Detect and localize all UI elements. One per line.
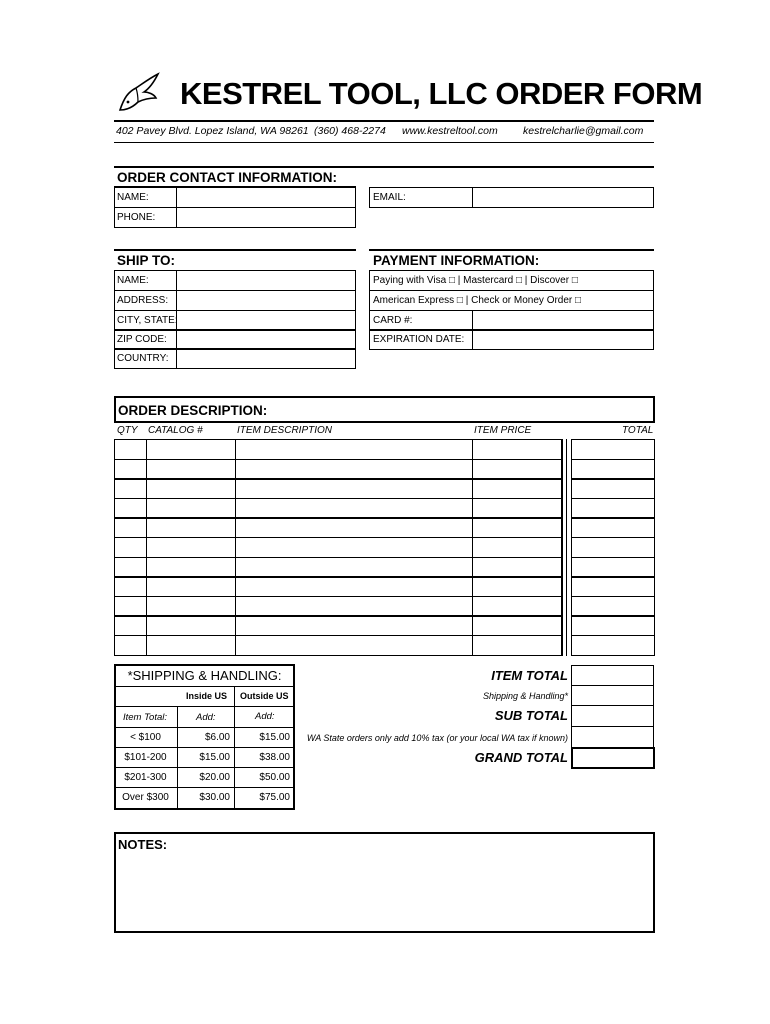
shipping-row-1-inside: $6.00 bbox=[204, 732, 230, 743]
contact-name-field[interactable] bbox=[176, 187, 356, 208]
order-row-2-total-cell[interactable] bbox=[571, 459, 655, 480]
order-row-5-description-cell[interactable] bbox=[235, 517, 473, 538]
header-rule-top bbox=[114, 120, 654, 122]
order-row-11-item-price-cell[interactable] bbox=[472, 635, 562, 656]
order-row-8-qty-cell[interactable] bbox=[114, 576, 147, 597]
shipping-row-3-inside: $20.00 bbox=[199, 772, 230, 783]
sub-total-field[interactable] bbox=[571, 705, 654, 727]
order-row-7-total-cell[interactable] bbox=[571, 557, 655, 578]
contact-email-field[interactable] bbox=[472, 187, 654, 208]
order-row-6-catalog-cell[interactable] bbox=[146, 537, 236, 558]
grand-total-label: GRAND TOTAL bbox=[474, 750, 568, 765]
order-heading: ORDER DESCRIPTION: bbox=[118, 403, 268, 418]
shipping-col-add-inside: Add: bbox=[196, 712, 216, 723]
card-number-label: CARD #: bbox=[373, 315, 413, 326]
shipping-handling-field[interactable] bbox=[571, 685, 654, 706]
ship-zip-field[interactable] bbox=[176, 329, 356, 350]
order-row-9-item-price-cell[interactable] bbox=[472, 596, 562, 617]
order-row-3-catalog-cell[interactable] bbox=[146, 478, 236, 499]
order-row-6-item-price-cell[interactable] bbox=[472, 537, 562, 558]
order-row-1-catalog-cell[interactable] bbox=[146, 439, 236, 460]
order-row-4-total-cell[interactable] bbox=[571, 498, 655, 519]
ship-city-label: CITY, STATE: bbox=[117, 315, 178, 326]
company-email[interactable]: kestrelcharlie@gmail.com bbox=[523, 125, 644, 137]
order-row-9-description-cell[interactable] bbox=[235, 596, 473, 617]
contact-heading: ORDER CONTACT INFORMATION: bbox=[117, 170, 337, 185]
shipping-rule-3 bbox=[114, 727, 295, 728]
sub-total-label: SUB TOTAL bbox=[494, 708, 568, 723]
shipping-row-4-inside: $30.00 bbox=[199, 792, 230, 803]
shipping-vrule-2 bbox=[234, 686, 235, 809]
shipping-rule-5 bbox=[114, 767, 295, 768]
order-row-9-catalog-cell[interactable] bbox=[146, 596, 236, 617]
ship-address-field[interactable] bbox=[176, 290, 356, 311]
shipping-col-item-total: Item Total: bbox=[123, 712, 168, 723]
page-title: KESTREL TOOL, LLC ORDER FORM bbox=[180, 76, 703, 111]
kestrel-logo bbox=[114, 70, 162, 118]
order-row-4-description-cell[interactable] bbox=[235, 498, 473, 519]
contact-phone-field[interactable] bbox=[176, 207, 356, 228]
order-row-5-total-cell[interactable] bbox=[571, 517, 655, 538]
order-row-9-total-cell[interactable] bbox=[571, 596, 655, 617]
shipping-col-inside: Inside US bbox=[186, 691, 228, 701]
order-row-5-qty-cell[interactable] bbox=[114, 517, 147, 538]
order-row-2-qty-cell[interactable] bbox=[114, 459, 147, 480]
ship-name-field[interactable] bbox=[176, 270, 356, 291]
contact-phone-label: PHONE: bbox=[117, 212, 156, 223]
col-item-price: ITEM PRICE bbox=[474, 425, 532, 436]
col-qty: QTY bbox=[117, 425, 138, 436]
shipping-heading: *SHIPPING & HANDLING: bbox=[127, 668, 282, 683]
ship-city-field[interactable] bbox=[176, 310, 356, 331]
shipping-row-2-inside: $15.00 bbox=[199, 752, 230, 763]
shipping-rule-1 bbox=[114, 686, 295, 687]
col-description: ITEM DESCRIPTION bbox=[237, 425, 333, 436]
company-website[interactable]: www.kestreltool.com bbox=[402, 125, 498, 137]
ship-country-label: COUNTRY: bbox=[117, 353, 169, 364]
order-row-7-item-price-cell[interactable] bbox=[472, 557, 562, 578]
order-row-8-description-cell[interactable] bbox=[235, 576, 473, 597]
col-catalog: CATALOG # bbox=[148, 425, 203, 436]
shipping-row-3-range: $201-300 bbox=[124, 772, 167, 783]
order-row-10-item-price-cell[interactable] bbox=[472, 615, 562, 636]
expiration-label: EXPIRATION DATE: bbox=[373, 334, 465, 345]
shipping-col-outside: Outside US bbox=[240, 691, 289, 701]
order-row-11-description-cell[interactable] bbox=[235, 635, 473, 656]
header-rule-bottom bbox=[114, 142, 654, 143]
shipping-rule-4 bbox=[114, 747, 295, 748]
shipping-row-3-outside: $50.00 bbox=[259, 772, 290, 783]
order-divider-right bbox=[566, 439, 567, 656]
order-row-1-qty-cell[interactable] bbox=[114, 439, 147, 460]
order-row-1-item-price-cell[interactable] bbox=[472, 439, 562, 460]
payment-method-line-2: American Express □ | Check or Money Order □ bbox=[373, 295, 582, 306]
ship-address-label: ADDRESS: bbox=[117, 295, 169, 306]
item-total-field[interactable] bbox=[571, 665, 654, 686]
ship-zip-label: ZIP CODE: bbox=[117, 334, 167, 345]
payment-rule bbox=[369, 249, 654, 251]
order-row-6-qty-cell[interactable] bbox=[114, 537, 147, 558]
col-total: TOTAL bbox=[622, 425, 654, 436]
order-row-11-total-cell[interactable] bbox=[571, 635, 655, 656]
item-total-label: ITEM TOTAL bbox=[491, 668, 568, 683]
shipping-row-2-outside: $38.00 bbox=[259, 752, 290, 763]
shipping-rule-2 bbox=[114, 706, 295, 707]
order-row-6-total-cell[interactable] bbox=[571, 537, 655, 558]
company-phone: (360) 468-2274 bbox=[314, 125, 386, 137]
shipping-row-1-outside: $15.00 bbox=[259, 732, 290, 743]
order-row-11-catalog-cell[interactable] bbox=[146, 635, 236, 656]
order-row-7-qty-cell[interactable] bbox=[114, 557, 147, 578]
order-row-1-total-cell[interactable] bbox=[571, 439, 655, 460]
order-row-4-catalog-cell[interactable] bbox=[146, 498, 236, 519]
payment-heading: PAYMENT INFORMATION: bbox=[373, 253, 540, 268]
expiration-field[interactable] bbox=[472, 329, 654, 350]
payment-method-line-1: Paying with Visa □ | Mastercard □ | Discover □ bbox=[373, 275, 578, 286]
shipping-rule-6 bbox=[114, 787, 295, 788]
tax-field[interactable] bbox=[571, 726, 654, 748]
contact-name-label: NAME: bbox=[117, 192, 149, 203]
order-row-8-catalog-cell[interactable] bbox=[146, 576, 236, 597]
order-row-1-description-cell[interactable] bbox=[235, 439, 473, 460]
tax-note: WA State orders only add 10% tax (or your local WA tax if known) bbox=[306, 733, 568, 743]
order-row-2-item-price-cell[interactable] bbox=[472, 459, 562, 480]
company-address: 402 Pavey Blvd. Lopez Island, WA 98261 bbox=[116, 125, 309, 137]
order-row-5-item-price-cell[interactable] bbox=[472, 517, 562, 538]
order-row-3-description-cell[interactable] bbox=[235, 478, 473, 499]
ship-country-field[interactable] bbox=[176, 348, 356, 369]
order-row-10-description-cell[interactable] bbox=[235, 615, 473, 636]
order-row-4-qty-cell[interactable] bbox=[114, 498, 147, 519]
order-row-8-item-price-cell[interactable] bbox=[472, 576, 562, 597]
contact-email-label: EMAIL: bbox=[373, 192, 406, 203]
ship-rule bbox=[114, 249, 356, 251]
ship-name-label: NAME: bbox=[117, 275, 149, 286]
order-row-10-qty-cell[interactable] bbox=[114, 615, 147, 636]
order-row-11-qty-cell[interactable] bbox=[114, 635, 147, 656]
shipping-row-4-outside: $75.00 bbox=[259, 792, 290, 803]
order-row-4-item-price-cell[interactable] bbox=[472, 498, 562, 519]
shipping-row-4-range: Over $300 bbox=[122, 792, 169, 803]
order-row-7-catalog-cell[interactable] bbox=[146, 557, 236, 578]
order-row-2-catalog-cell[interactable] bbox=[146, 459, 236, 480]
shipping-row-2-range: $101-200 bbox=[124, 752, 167, 763]
order-row-3-total-cell[interactable] bbox=[571, 478, 655, 499]
order-row-10-total-cell[interactable] bbox=[571, 615, 655, 636]
order-row-5-catalog-cell[interactable] bbox=[146, 517, 236, 538]
card-number-field[interactable] bbox=[472, 310, 654, 331]
order-row-6-description-cell[interactable] bbox=[235, 537, 473, 558]
shipping-col-add-outside: Add: bbox=[255, 711, 275, 722]
order-row-8-total-cell[interactable] bbox=[571, 576, 655, 597]
grand-total-field[interactable] bbox=[571, 747, 655, 769]
shipping-handling-label: Shipping & Handling* bbox=[482, 691, 568, 701]
shipping-row-1-range: < $100 bbox=[130, 732, 161, 743]
order-row-2-description-cell[interactable] bbox=[235, 459, 473, 480]
order-row-9-qty-cell[interactable] bbox=[114, 596, 147, 617]
contact-rule bbox=[114, 166, 654, 168]
order-divider-left bbox=[562, 439, 563, 656]
order-row-10-catalog-cell[interactable] bbox=[146, 615, 236, 636]
order-row-3-item-price-cell[interactable] bbox=[472, 478, 562, 499]
notes-heading: NOTES: bbox=[118, 837, 168, 852]
notes-field[interactable] bbox=[114, 832, 655, 933]
order-row-7-description-cell[interactable] bbox=[235, 557, 473, 578]
order-row-3-qty-cell[interactable] bbox=[114, 478, 147, 499]
ship-heading: SHIP TO: bbox=[117, 253, 176, 268]
